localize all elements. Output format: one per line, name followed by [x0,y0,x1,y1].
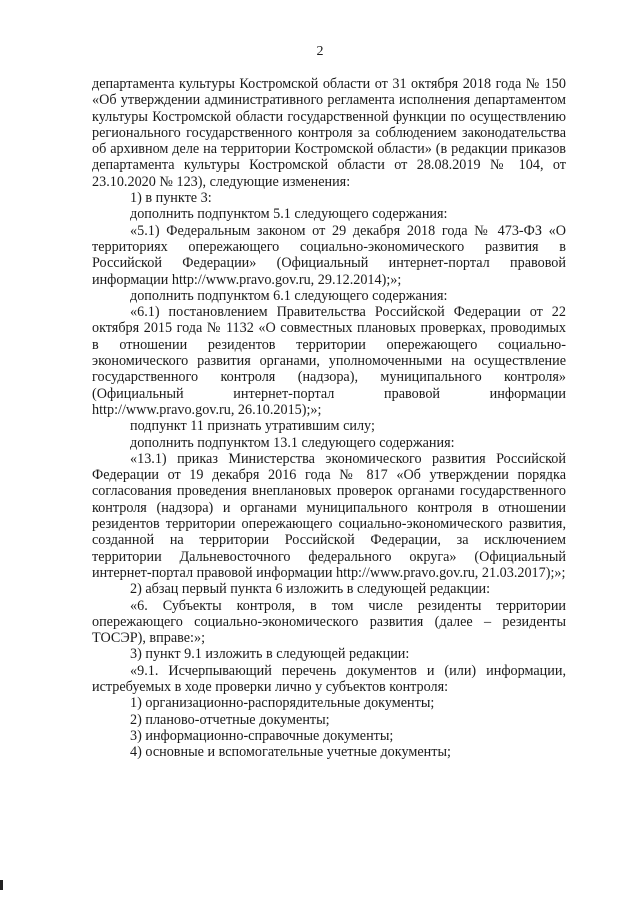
list-item-accounting-docs: 4) основные и вспомогательные учетные документы; [130,744,451,761]
paragraph-item-2: 2) абзац первый пункта 6 изложить в следующей редакции: [130,581,491,598]
paragraph-add-6-1: дополнить подпунктом 6.1 следующего содержания: [130,287,448,304]
paragraph-add-13-1: дополнить подпунктом 13.1 следующего содержания: [130,434,455,451]
paragraph-repeal-11: подпункт 11 признать утратившим силу; [130,418,375,435]
paragraph-clause-9-1: «9.1. Исчерпывающий перечень документов и (или) информации, истребуемых в ходе проверки лично у субъектов контроля: [92,662,566,695]
paragraph-subitem-13-1: «13.1) приказ Министерства экономического развития Российской Федерации от 19 декабря 2016 года № 817 «Об утверждении порядка согласования проведения внеплановых проверок органами государственного контроля (надзора) и органами муниципального контроля в отношении резидентов территории опережающего социально-экономического развития, созданной на территории Российской Федерации, за исключением территории Дальневосточного федерального округа» (Официальный интернет-портал правовой информации http://www.pravo.gov.ru, 21.03.2017);»; [92,450,566,581]
paragraph-clause-6: «6. Субъекты контроля, в том числе резиденты территории опережающего социально-экономического развития (далее – резиденты ТОСЭР), вправе:»; [92,597,566,647]
paragraph-intro: департамента культуры Костромской области от 31 октября 2018 года № 150 «Об утверждении административного регламента исполнения департаментом культуры Костромской области государственной функции по осуществлению регионального государственного контроля за соблюдением законодательства об архивном деле на территории Костромской области» (в редакции приказов департамента культуры Костромской области от 28.08.2019 № 104, от 23.10.2020 № 123), следующие изменения: [92,76,566,190]
page-number: 2 [316,44,324,59]
paragraph-item-1: 1) в пункте 3: [130,190,212,207]
scan-edge-mark [0,880,3,890]
paragraph-subitem-6-1: «6.1) постановлением Правительства Российской Федерации от 22 октября 2015 года № 1132 «О совместных плановых проверках, проводимых в отношении резидентов территории опережающего социально-экономического развития органами, уполномоченными на осуществление государственного контроля (надзора), муниципального контроля» (Официальный интернет-портал правовой информации http://www.pravo.gov.ru, 26.10.2015);»; [92,304,566,418]
paragraph-add-5-1: дополнить подпунктом 5.1 следующего содержания: [130,206,448,223]
list-item-reference-docs: 3) информационно-справочные документы; [130,727,394,744]
document-body [92,76,566,760]
list-item-planning-docs: 2) планово-отчетные документы; [130,711,330,728]
list-item-organizational-docs: 1) организационно-распорядительные документы; [130,695,435,712]
paragraph-subitem-5-1: «5.1) Федеральным законом от 29 декабря 2018 года № 473-ФЗ «О территориях опережающего социально-экономического развития в Российской Федерации» (Официальный интернет-портал правовой информации http://www.pravo.gov.ru, 29.12.2014);»; [92,222,566,288]
paragraph-item-3: 3) пункт 9.1 изложить в следующей редакции: [130,646,410,663]
